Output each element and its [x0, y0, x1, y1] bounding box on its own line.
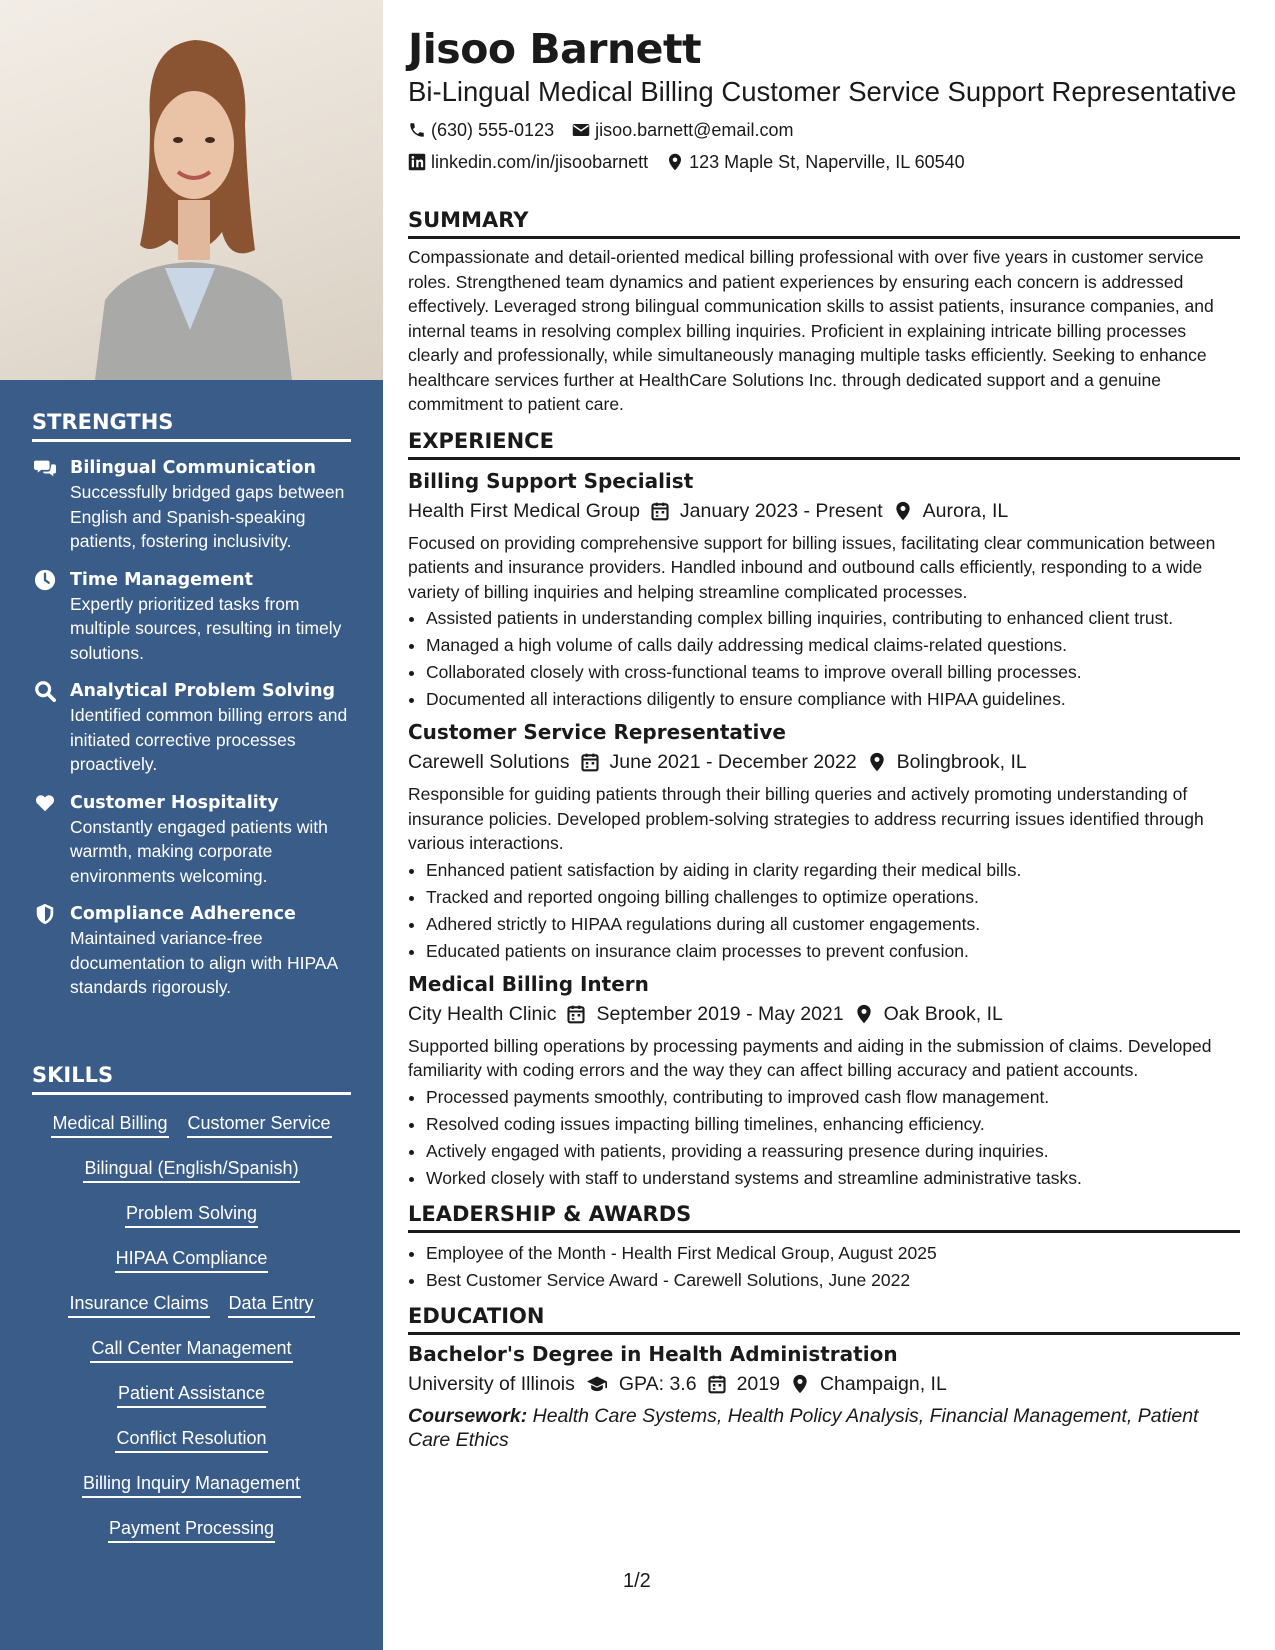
address-contact — [666, 146, 965, 178]
contact-row — [408, 114, 1240, 146]
strength-description: Maintained variance-free documentation to align with HIPAA standards rigorously. — [70, 928, 338, 997]
education-meta — [408, 1369, 1240, 1399]
strength-item — [32, 902, 351, 1000]
job-dates: June 2021 - December 2022 — [609, 751, 857, 773]
skills-heading: SKILLS — [32, 1063, 351, 1095]
skill-tag: Problem Solving — [125, 1201, 258, 1228]
skill-tag: Billing Inquiry Management — [82, 1471, 301, 1498]
email-text: jisoo.barnett@email.com — [595, 120, 794, 140]
map-pin-icon — [867, 752, 887, 772]
experience-heading: EXPERIENCE — [408, 429, 1240, 460]
candidate-role: Bi-Lingual Medical Billing Customer Service Support Representative — [408, 76, 1237, 107]
phone-contact — [408, 114, 554, 146]
phone-text: (630) 555-0123 — [431, 120, 555, 140]
job-meta — [408, 496, 1240, 526]
job-bullet: • Resolved coding issues impacting billing timelines, enhancing efficiency. — [426, 1112, 1240, 1136]
job-bullet: • Adhered strictly to HIPAA regulations during all customer engagements. — [426, 912, 1240, 936]
chat-bubbles-icon — [34, 457, 56, 479]
calendar-icon — [566, 1004, 586, 1024]
strengths-section — [32, 410, 351, 1000]
calendar-icon — [650, 501, 670, 521]
job-description: Focused on providing comprehensive support for billing issues, facilitating clear communication between patients and insurance providers. Handled inbound and outbound calls efficiently, responding to a wide variety of billing inquiries and helping streamline complicated processes. — [408, 532, 1216, 602]
shield-icon — [34, 903, 56, 925]
skill-tag: Conflict Resolution — [115, 1426, 267, 1453]
skill-tag: Customer Service — [187, 1111, 332, 1138]
map-pin-icon — [893, 501, 913, 521]
address-text: 123 Maple St, Naperville, IL 60540 — [689, 152, 965, 172]
job-entry — [408, 969, 1240, 1190]
job-description: Supported billing operations by processing payments and aiding in the submission of claims. Developed familiarity with coding errors and the way they can affect billing accuracy and patient accounts. — [408, 1035, 1212, 1080]
strength-item — [32, 791, 351, 889]
strength-description: Identified common billing errors and initiated corrective processes proactively. — [70, 705, 348, 774]
job-entry — [408, 717, 1240, 963]
job-location: Aurora, IL — [922, 499, 1009, 522]
summary-section — [408, 208, 1240, 417]
heart-icon — [34, 792, 56, 814]
award-item: • Employee of the Month - Health First Medical Group, August 2025 — [426, 1241, 1240, 1265]
map-pin-icon — [790, 1374, 810, 1394]
job-meta — [408, 747, 1240, 777]
education-heading: EDUCATION — [408, 1304, 1240, 1335]
skill-tag: Patient Assistance — [117, 1381, 266, 1408]
coursework — [408, 1404, 1240, 1453]
strength-description: Successfully bridged gaps between English and Spanish-speaking patients, fostering inclusivity. — [70, 482, 345, 551]
skills-section — [32, 1063, 351, 1561]
linkedin-contact[interactable] — [408, 146, 648, 178]
job-location: Oak Brook, IL — [883, 1002, 1003, 1025]
school-name: University of Illinois — [408, 1372, 575, 1395]
skill-tag: Insurance Claims — [68, 1291, 209, 1318]
job-bullet: • Tracked and reported ongoing billing challenges to optimize operations. — [426, 885, 1240, 909]
job-bullet: • Educated patients on insurance claim processes to prevent confusion. — [426, 939, 1240, 963]
main-content — [408, 22, 1240, 1453]
strength-description: Constantly engaged patients with warmth, making corporate environments welcoming. — [70, 816, 328, 886]
job-meta — [408, 999, 1240, 1029]
job-location: Bolingbrook, IL — [896, 751, 1027, 773]
calendar-icon — [580, 752, 600, 772]
education-section — [408, 1304, 1240, 1453]
skill-tag: Medical Billing — [51, 1111, 168, 1138]
strength-title: Analytical Problem Solving — [70, 681, 336, 701]
page-number: 1/2 — [623, 1570, 651, 1592]
skill-tag: Data Entry — [228, 1291, 315, 1318]
experience-section — [408, 429, 1240, 1190]
search-icon — [34, 680, 56, 702]
job-bullets — [408, 1085, 1240, 1190]
graduation-cap-icon — [585, 1374, 609, 1394]
job-bullet: • Assisted patients in understanding complex billing inquiries, contributing to enhanced client trust. — [426, 606, 1240, 630]
skill-tag: HIPAA Compliance — [115, 1246, 269, 1273]
education-location: Champaign, IL — [819, 1372, 947, 1395]
map-pin-icon — [854, 1004, 874, 1024]
job-bullet: • Managed a high volume of calls daily addressing medical claims-related questions. — [426, 633, 1240, 657]
strength-description: Expertly prioritized tasks from multiple sources, resulting in timely solutions. — [70, 593, 342, 663]
map-pin-icon — [666, 153, 684, 171]
envelope-icon — [572, 121, 590, 139]
profile-photo — [0, 0, 383, 380]
strength-item — [32, 568, 351, 666]
job-dates: September 2019 - May 2021 — [596, 1002, 844, 1025]
award-item: • Best Customer Service Award - Carewell Solutions, June 2022 — [426, 1268, 1240, 1292]
linkedin-text: linkedin.com/in/jisoobarnett — [431, 152, 649, 172]
awards-section — [408, 1202, 1240, 1292]
strength-title: Time Management — [70, 569, 253, 590]
contact-row — [408, 146, 1240, 178]
email-contact[interactable] — [572, 114, 793, 146]
job-dates: January 2023 - Present — [679, 499, 883, 522]
skill-tag: Payment Processing — [108, 1516, 275, 1543]
skills-list — [32, 1111, 351, 1561]
job-description: Responsible for guiding patients through their billing queries and actively promoting understanding of insurance policies. Developed problem-solving strategies to address recurring issues identified through various interactions. — [408, 784, 1204, 853]
graduation-year: 2019 — [736, 1372, 780, 1395]
linkedin-icon — [408, 153, 426, 171]
job-bullet: • Collaborated closely with cross-functional teams to improve overall billing processes. — [426, 660, 1240, 684]
strength-item — [32, 456, 351, 554]
sidebar — [0, 0, 383, 1650]
job-company: Carewell Solutions — [408, 751, 570, 773]
awards-list — [408, 1241, 1240, 1292]
job-bullet: • Processed payments smoothly, contributing to improved cash flow management. — [426, 1085, 1240, 1109]
gpa-text: GPA: 3.6 — [618, 1372, 697, 1395]
strength-title: Bilingual Communication — [70, 458, 316, 478]
skill-tag: Call Center Management — [90, 1336, 292, 1363]
awards-heading: LEADERSHIP & AWARDS — [408, 1202, 1240, 1233]
strength-title: Customer Hospitality — [70, 792, 279, 813]
summary-text: Compassionate and detail-oriented medical billing professional with over five years in customer service roles. Strengthened team dynamics and patient experiences by ensuring each concern is addressed effectively. Leveraged strong bilingual communication skills to assist patients, insurance companies, and internal teams in resolving complex billing inquiries. Proficient in explaining intricate billing processes clearly and professionally, while simultaneously managing multiple tasks efficiently. Seeking to enhance healthcare services further at HealthCare Solutions Inc. through dedicated support and a genuine commitment to patient care. — [408, 247, 1214, 414]
phone-icon — [408, 121, 426, 139]
job-title: Medical Billing Intern — [408, 971, 649, 996]
job-bullets — [408, 858, 1240, 963]
job-company: City Health Clinic — [408, 1002, 557, 1025]
candidate-name: Jisoo Barnett — [408, 25, 702, 73]
strength-item — [32, 679, 351, 777]
calendar-icon — [707, 1374, 727, 1394]
summary-heading: SUMMARY — [408, 208, 1240, 239]
job-entry — [408, 466, 1240, 712]
job-bullet: • Documented all interactions diligently to ensure compliance with HIPAA guidelines. — [426, 687, 1240, 711]
clock-icon — [34, 569, 56, 591]
job-company: Health First Medical Group — [408, 499, 640, 522]
strengths-heading: STRENGTHS — [32, 410, 351, 442]
job-bullet: • Enhanced patient satisfaction by aiding in clarity regarding their medical bills. — [426, 858, 1240, 882]
job-title: Customer Service Representative — [408, 720, 786, 744]
job-bullet: • Worked closely with staff to understand systems and streamline administrative tasks. — [426, 1166, 1240, 1190]
job-title: Billing Support Specialist — [408, 468, 694, 493]
coursework-label: Coursework: — [408, 1404, 528, 1427]
skill-tag: Bilingual (English/Spanish) — [83, 1156, 299, 1183]
coursework-text: Health Care Systems, Health Policy Analysis, Financial Management, Patient Care Ethics — [408, 1404, 1199, 1451]
job-bullet: • Actively engaged with patients, providing a reassuring presence during inquiries. — [426, 1139, 1240, 1163]
degree-title: Bachelor's Degree in Health Administration — [408, 1341, 898, 1366]
strength-title: Compliance Adherence — [70, 904, 296, 924]
job-bullets — [408, 606, 1240, 711]
portrait-illustration — [0, 0, 383, 380]
